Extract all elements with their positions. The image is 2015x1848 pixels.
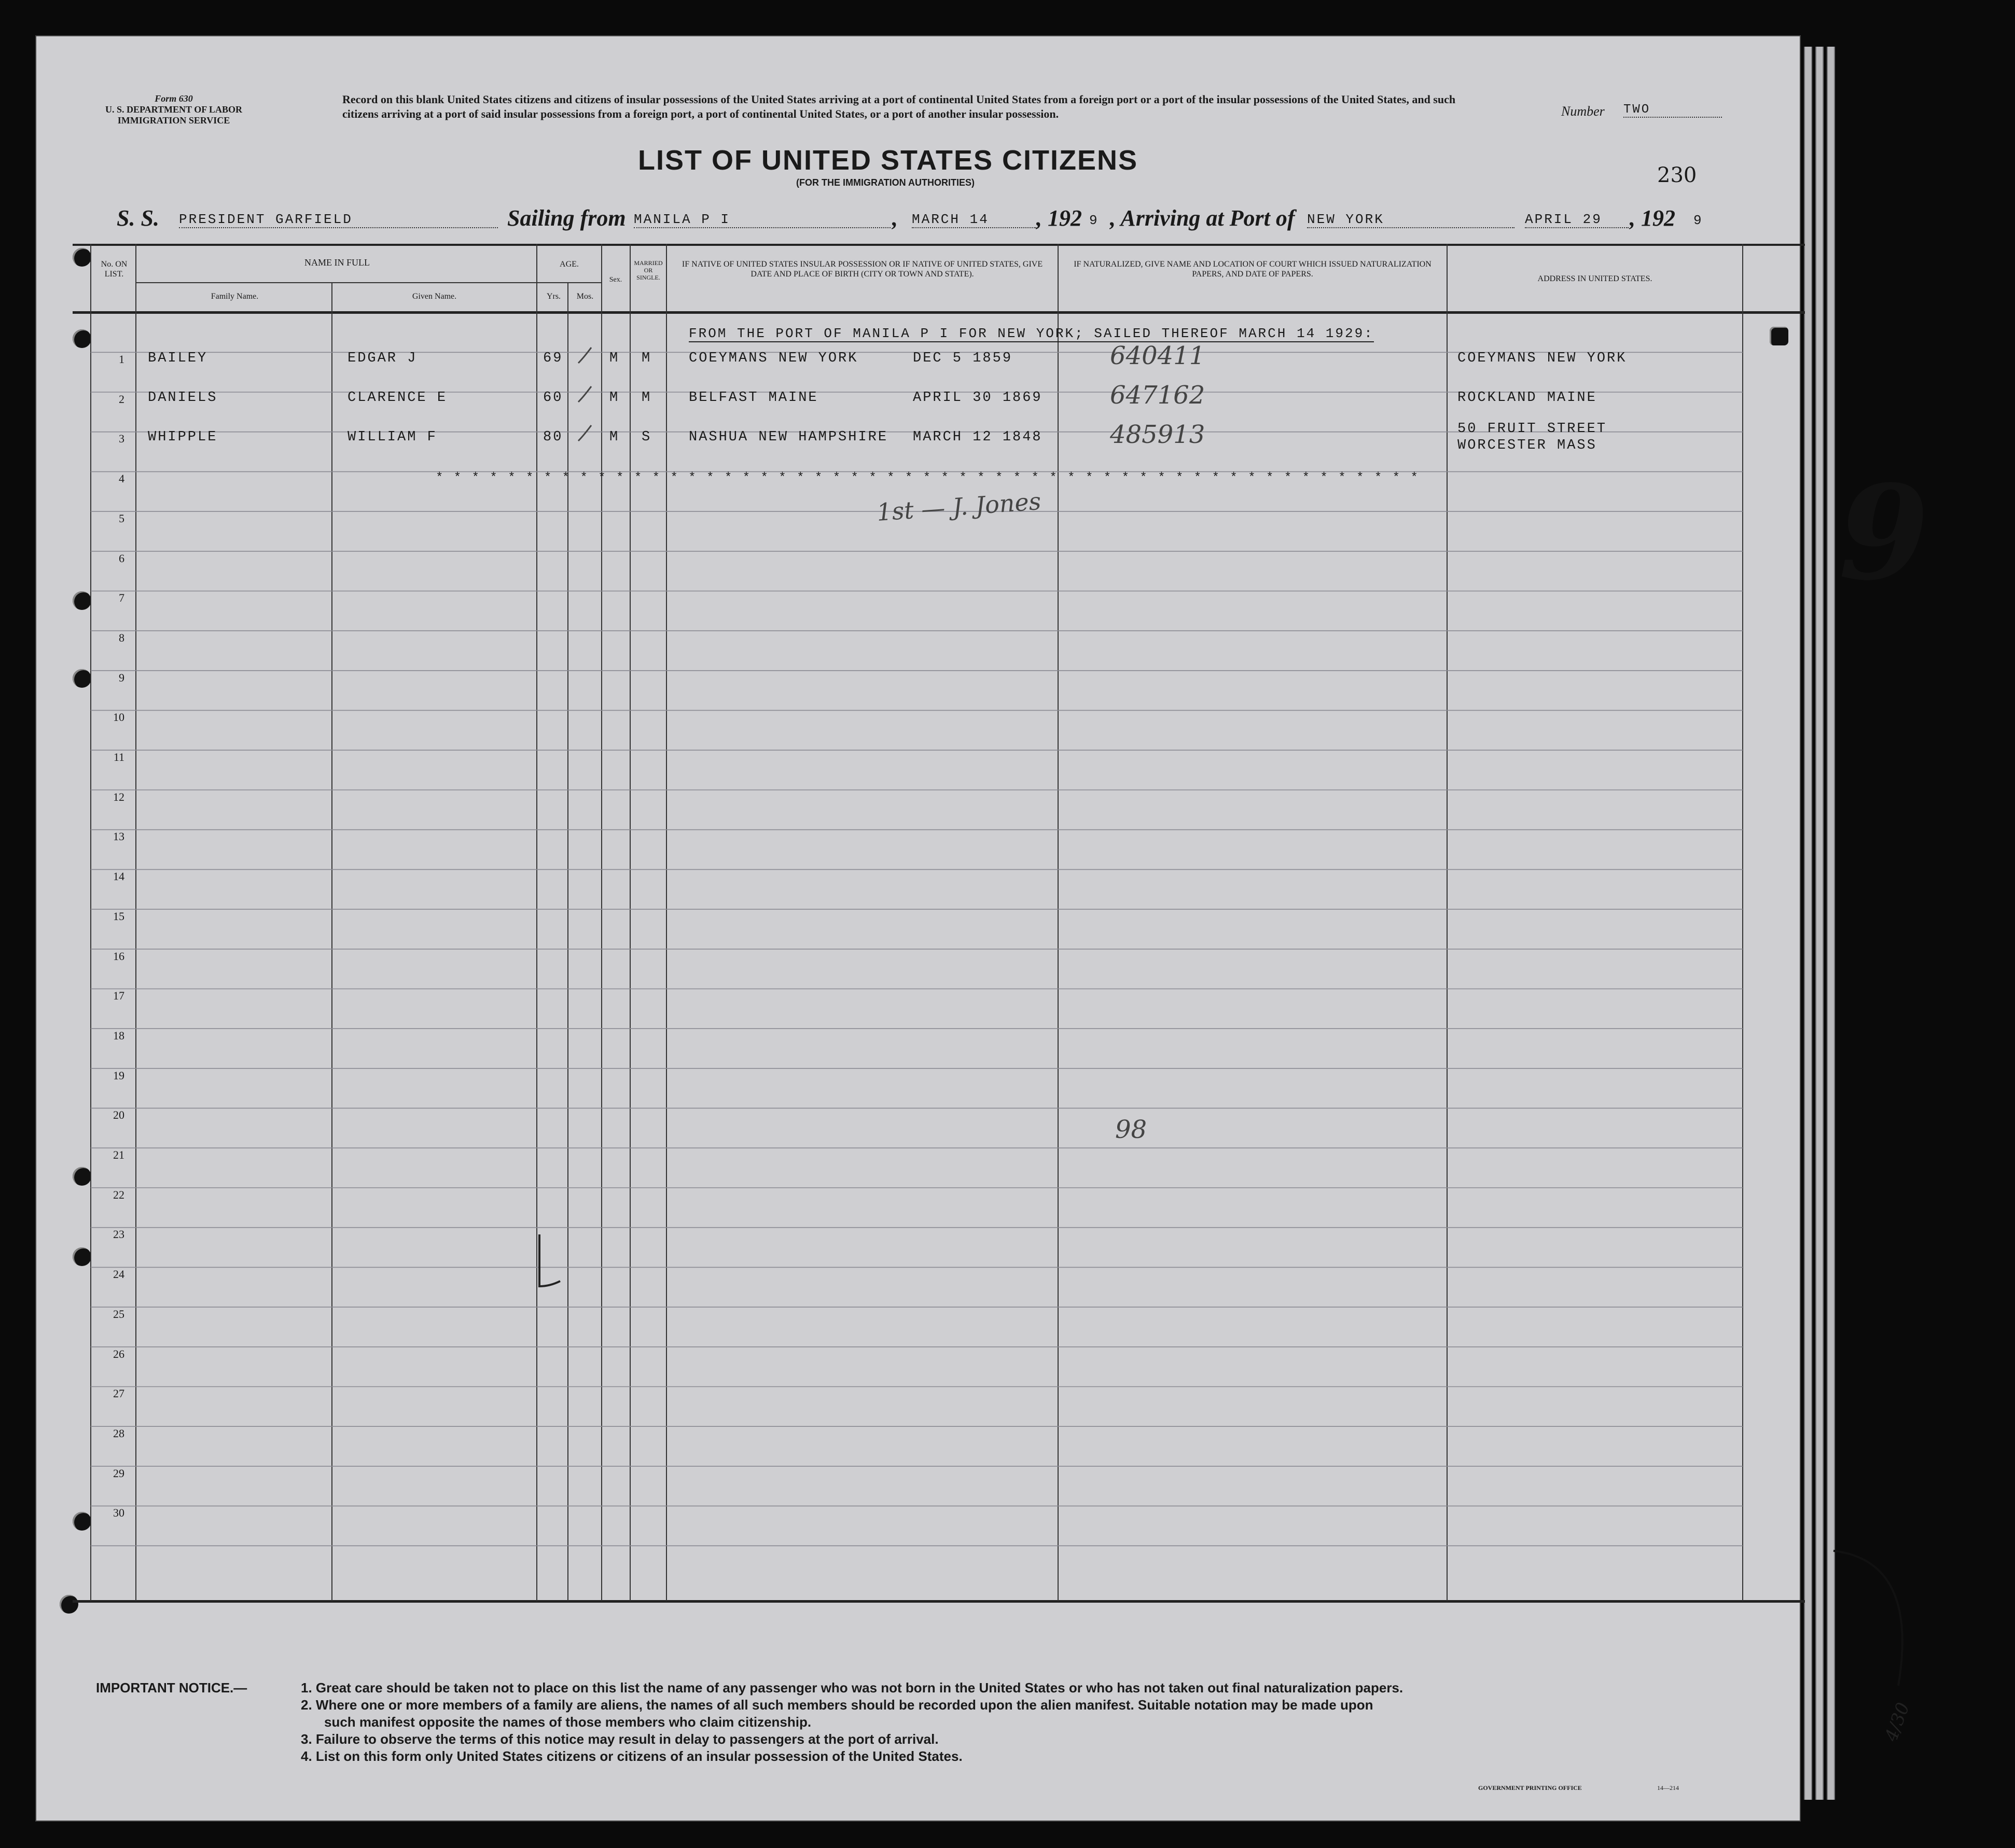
notice-item-3: 3. Failure to observe the terms of this notice may result in delay to passengers at the port of arrival. [301, 1731, 939, 1747]
address-line-1: 50 FRUIT STREET [1457, 421, 1607, 437]
row-number: 19 [113, 1068, 124, 1082]
number-label: Number [1561, 104, 1605, 119]
birthplace: COEYMANS NEW YORK [689, 351, 858, 366]
row-number: 6 [119, 551, 124, 565]
year-prefix-2: , 192 [1630, 205, 1675, 231]
col-address: ADDRESS IN UNITED STATES. [1537, 274, 1652, 283]
naturalization-number: 485913 [1110, 420, 1205, 449]
row-number: 15 [113, 909, 124, 923]
naturalization-number: 640411 [1110, 341, 1205, 370]
form-subtitle: (FOR THE IMMIGRATION AUTHORITIES) [796, 177, 975, 188]
row-number: 13 [113, 830, 124, 843]
birth-date: APRIL 30 1869 [913, 390, 1043, 406]
printer-mark: GOVERNMENT PRINTING OFFICE [1478, 1784, 1582, 1791]
handwritten-margin-nine: 9 [1839, 456, 1929, 609]
row-number: 23 [113, 1228, 124, 1241]
row-number: 25 [113, 1307, 124, 1321]
given-name: CLARENCE E [348, 390, 448, 406]
to-port: NEW YORK [1307, 212, 1514, 228]
row-number: 30 [113, 1506, 124, 1520]
notice-item-2-cont: such manifest opposite the names of those members who claim citizenship. [324, 1714, 812, 1730]
handwritten-tally: 98 [1115, 1115, 1147, 1144]
row-number: 21 [113, 1148, 124, 1161]
sex: M [609, 390, 620, 406]
row-number: 7 [119, 591, 124, 605]
form-title: LIST OF UNITED STATES CITIZENS [638, 145, 1138, 176]
row-number: 14 [113, 870, 124, 883]
arriving-label: , Arriving at Port of [1110, 205, 1295, 231]
address-line-1: COEYMANS NEW YORK [1457, 351, 1627, 366]
row-number: 16 [113, 949, 124, 963]
row-number: 5 [119, 511, 124, 525]
address-line-1: ROCKLAND MAINE [1457, 390, 1597, 406]
age-years: 80 [543, 429, 563, 445]
department: U. S. DEPARTMENT OF LABOR [105, 104, 243, 115]
col-yrs: Yrs. [546, 292, 561, 301]
sex: M [609, 429, 620, 445]
row-number: 29 [113, 1466, 124, 1480]
form-number: Form 630 [155, 93, 193, 104]
row-number: 8 [119, 631, 124, 644]
row-number: 11 [113, 751, 124, 763]
row-number: 28 [113, 1426, 124, 1440]
family-name: WHIPPLE [148, 429, 218, 445]
row-number: 18 [113, 1029, 124, 1042]
col-name-in-full: NAME IN FULL [304, 257, 370, 268]
handwritten-corner-mark: 4/30 [1881, 1700, 1914, 1744]
col-naturalized: IF NATURALIZED, GIVE NAME AND LOCATION OF COURT WHICH ISSUED NATURALIZATION PAPERS, AND DATE OF PAPERS. [1074, 260, 1432, 279]
family-name: DANIELS [148, 390, 218, 406]
marital-status: M [642, 351, 652, 366]
col-sex: Sex. [609, 276, 622, 284]
port-line: FROM THE PORT OF MANILA P I FOR NEW YORK; SAILED THEREOF MARCH 14 1929: [689, 326, 1374, 341]
row-number: 1 [119, 353, 124, 366]
ss-label: S. S. [117, 205, 159, 231]
row-number: 22 [113, 1188, 124, 1201]
page-number: 230 [1657, 163, 1697, 187]
row-number: 17 [113, 989, 124, 1003]
row-number: 10 [113, 711, 124, 724]
service: IMMIGRATION SERVICE [117, 115, 230, 126]
notice-item-2: 2. Where one or more members of a family are aliens, the names of all such members should be recorded upon the alien manifest. Suitable notation may be made upon [301, 1697, 1373, 1713]
col-married: MARRIED OR SINGLE. [634, 259, 663, 281]
year-prefix-1: , 192 [1036, 205, 1082, 231]
row-number: 9 [119, 671, 124, 684]
col-no: No. ON LIST. [101, 260, 128, 279]
arrive-date: APRIL 29 [1525, 212, 1629, 228]
printer-code: 14—214 [1657, 1784, 1679, 1791]
col-mos: Mos. [576, 292, 594, 301]
notice-item-4: 4. List on this form only United States citizens or citizens of an insular possession of the United States. [301, 1748, 963, 1764]
birth-date: DEC 5 1859 [913, 351, 1013, 366]
sail-date: MARCH 14 [912, 212, 1036, 228]
col-birth: IF NATIVE OF UNITED STATES INSULAR POSSESSION OR IF NATIVE OF UNITED STATES, GIVE DATE AND PLACE OF BIRTH (CITY OR TOWN AND STATE). [682, 260, 1043, 279]
marital-status: S [642, 429, 652, 445]
year-digit-2: 9 [1693, 213, 1703, 228]
col-given-name: Given Name. [412, 292, 457, 301]
age-years: 60 [543, 390, 563, 406]
row-number: 4 [119, 472, 124, 485]
number-value: TWO [1623, 103, 1722, 118]
age-years: 69 [543, 351, 563, 366]
instructions: Record on this blank United States citizens and citizens of insular possessions of the United States arriving at a port of continental United States from a foreign port or a port of the insular possessions of the United States, and such citizens arriving at a port of said insular possessions from a foreign port, a port of continental United States, or a port of another insular possession. [342, 93, 1456, 120]
sex: M [609, 351, 620, 366]
given-name: WILLIAM F [348, 429, 437, 445]
family-name: BAILEY [148, 351, 208, 366]
row-number: 2 [119, 392, 124, 406]
stars-row: * * * * * * * * * * * * * * * * * * * * * * * * * * * * * * * * * * * * * * * * * * * * * * * * * * * * * * * [436, 471, 1420, 485]
year-digit-1: 9 [1089, 213, 1099, 228]
row-number: 3 [119, 432, 124, 446]
address-line-2: WORCESTER MASS [1457, 438, 1597, 453]
notice-item-1: 1. Great care should be taken not to place on this list the name of any passenger who was not born in the United States or who has not taken out final naturalization papers. [301, 1680, 1403, 1696]
notice-label: IMPORTANT NOTICE.— [96, 1680, 247, 1696]
ship-name: PRESIDENT GARFIELD [179, 212, 498, 228]
row-number: 26 [113, 1347, 124, 1360]
sailing-label: Sailing from [507, 205, 626, 231]
row-number: 27 [113, 1387, 124, 1400]
from-port: MANILA P I [634, 212, 891, 228]
marital-status: M [642, 390, 652, 406]
col-family-name: Family Name. [211, 292, 259, 301]
birth-date: MARCH 12 1848 [913, 429, 1043, 445]
row-number: 24 [113, 1268, 124, 1281]
row-number: 20 [113, 1108, 124, 1122]
handwritten-signature: 1st — J. Jones [876, 487, 1042, 527]
birthplace: NASHUA NEW HAMPSHIRE [689, 429, 888, 445]
birthplace: BELFAST MAINE [689, 390, 818, 406]
col-age: AGE. [560, 260, 579, 269]
given-name: EDGAR J [348, 351, 418, 366]
row-number: 12 [113, 790, 124, 803]
naturalization-number: 647162 [1110, 381, 1205, 410]
